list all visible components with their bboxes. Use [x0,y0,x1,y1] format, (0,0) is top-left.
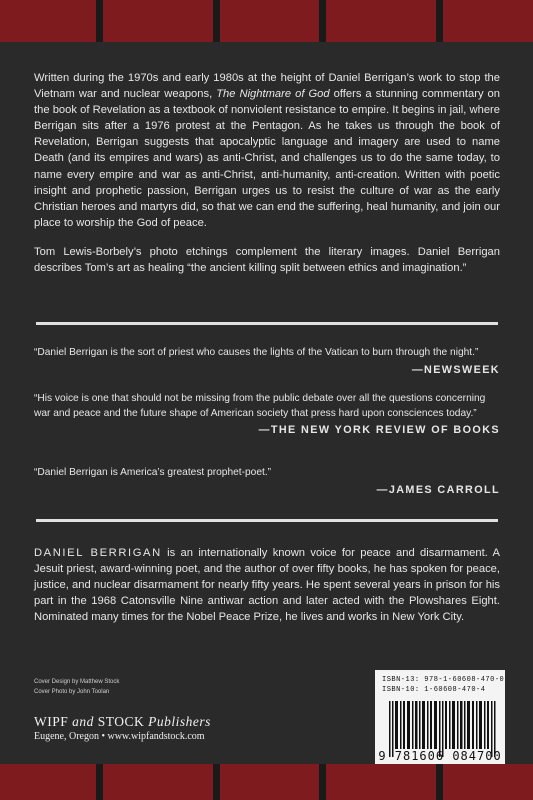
description-paragraph-2: Tom Lewis-Borbely’s photo etchings complement the literary images. Daniel Berrigan describes Tom’s art as healing “the ancient killing split between ethics and imagination.” [34,245,500,275]
book-title-italic: The Nightmare of God [216,88,330,101]
band-divider [96,764,103,800]
quote-text: “Daniel Berrigan is the sort of priest who causes the lights of the Vatican to burn through the night.” [34,347,479,358]
band-divider [436,0,443,42]
divider-rule [36,322,498,325]
author-name: DANIEL BERRIGAN [34,547,162,559]
quote-source: —JAMES CARROLL [376,483,500,496]
band-divider [213,764,220,800]
quote-source: —NEWSWEEK [411,363,500,376]
publisher-name: WIPF and STOCK Publishers [34,714,211,729]
quote-source: —THE NEW YORK REVIEW OF BOOKS [258,424,500,436]
band-divider [436,764,443,800]
band-divider [213,0,220,42]
bio-text: is an internationally known voice for peace and disarmament. A Jesuit priest, award-winning poet, and the author of over fifty books, he has spoken for peace, justice, and nuclear disarmament for nearly fifty years. He spent several years in prison for his part in the 1968 Catonsville Nine antiwar action and later acted with the Plowshares Eight. Nominated many times for the Nobel Peace Prize, he lives and works in New York City. [34,547,500,624]
isbn-10: ISBN-10: 1-60608-470-4 [382,686,486,694]
isbn-13: ISBN-13: 978-1-60608-470-0 [382,676,505,684]
book-description [34,70,500,289]
cover-credits [34,677,119,697]
publisher-imprint [34,714,211,742]
author-bio [34,545,500,625]
bottom-red-band [0,764,533,800]
isbn-barcode-box [375,670,505,772]
quote-newsweek [34,346,500,377]
quote-nyrb [34,392,500,438]
publisher-address: Eugene, Oregon • www.wipfandstock.com [34,731,205,742]
cover-photo-credit: Cover Photo by John Toolan [34,689,110,695]
band-divider [319,764,326,800]
top-red-band [0,0,533,42]
band-divider [319,0,326,42]
cover-design-credit: Cover Design by Matthew Stock [34,679,120,685]
description-text: Written during the 1970s and early 1980s at the height of Daniel Berrigan’s work to stop the Vietnam war and nuclear weapons, [34,72,500,101]
divider-rule [36,519,498,522]
quote-text: “His voice is one that should not be missing from the public debate over all the questions concerning war and peace and the future shape of American society that press hard upon consciences today.” [34,393,486,419]
band-divider [96,0,103,42]
quote-text: “Daniel Berrigan is America’s greatest prophet-poet.” [34,467,272,478]
quote-carroll [34,466,500,497]
barcode-digits: 9 781606 084700 [378,749,502,763]
description-text: offers a stunning commentary on the book of Revelation as a textbook of nonviolent resistance to empire. It begins in jail, where Berrigan sits after a 1976 protest at the Pentagon. As he takes us through the book of Revelation, Berrigan suggests that apocalyptic language and imagery are used to name Death (and its empires and wars) as anti-Christ, and challenges us to do the same today, to name every empire and war as anti-Christ, anti-humanity, anti-creation. Written with poetic insight and prophetic passion, Berrigan urges us to resist the culture of war as the early Christian heroes and martyrs did, so that we can end the suffering, heal humanity, and join our place to worship the God of peace. [34,88,500,229]
description-paragraph-1 [34,70,500,231]
